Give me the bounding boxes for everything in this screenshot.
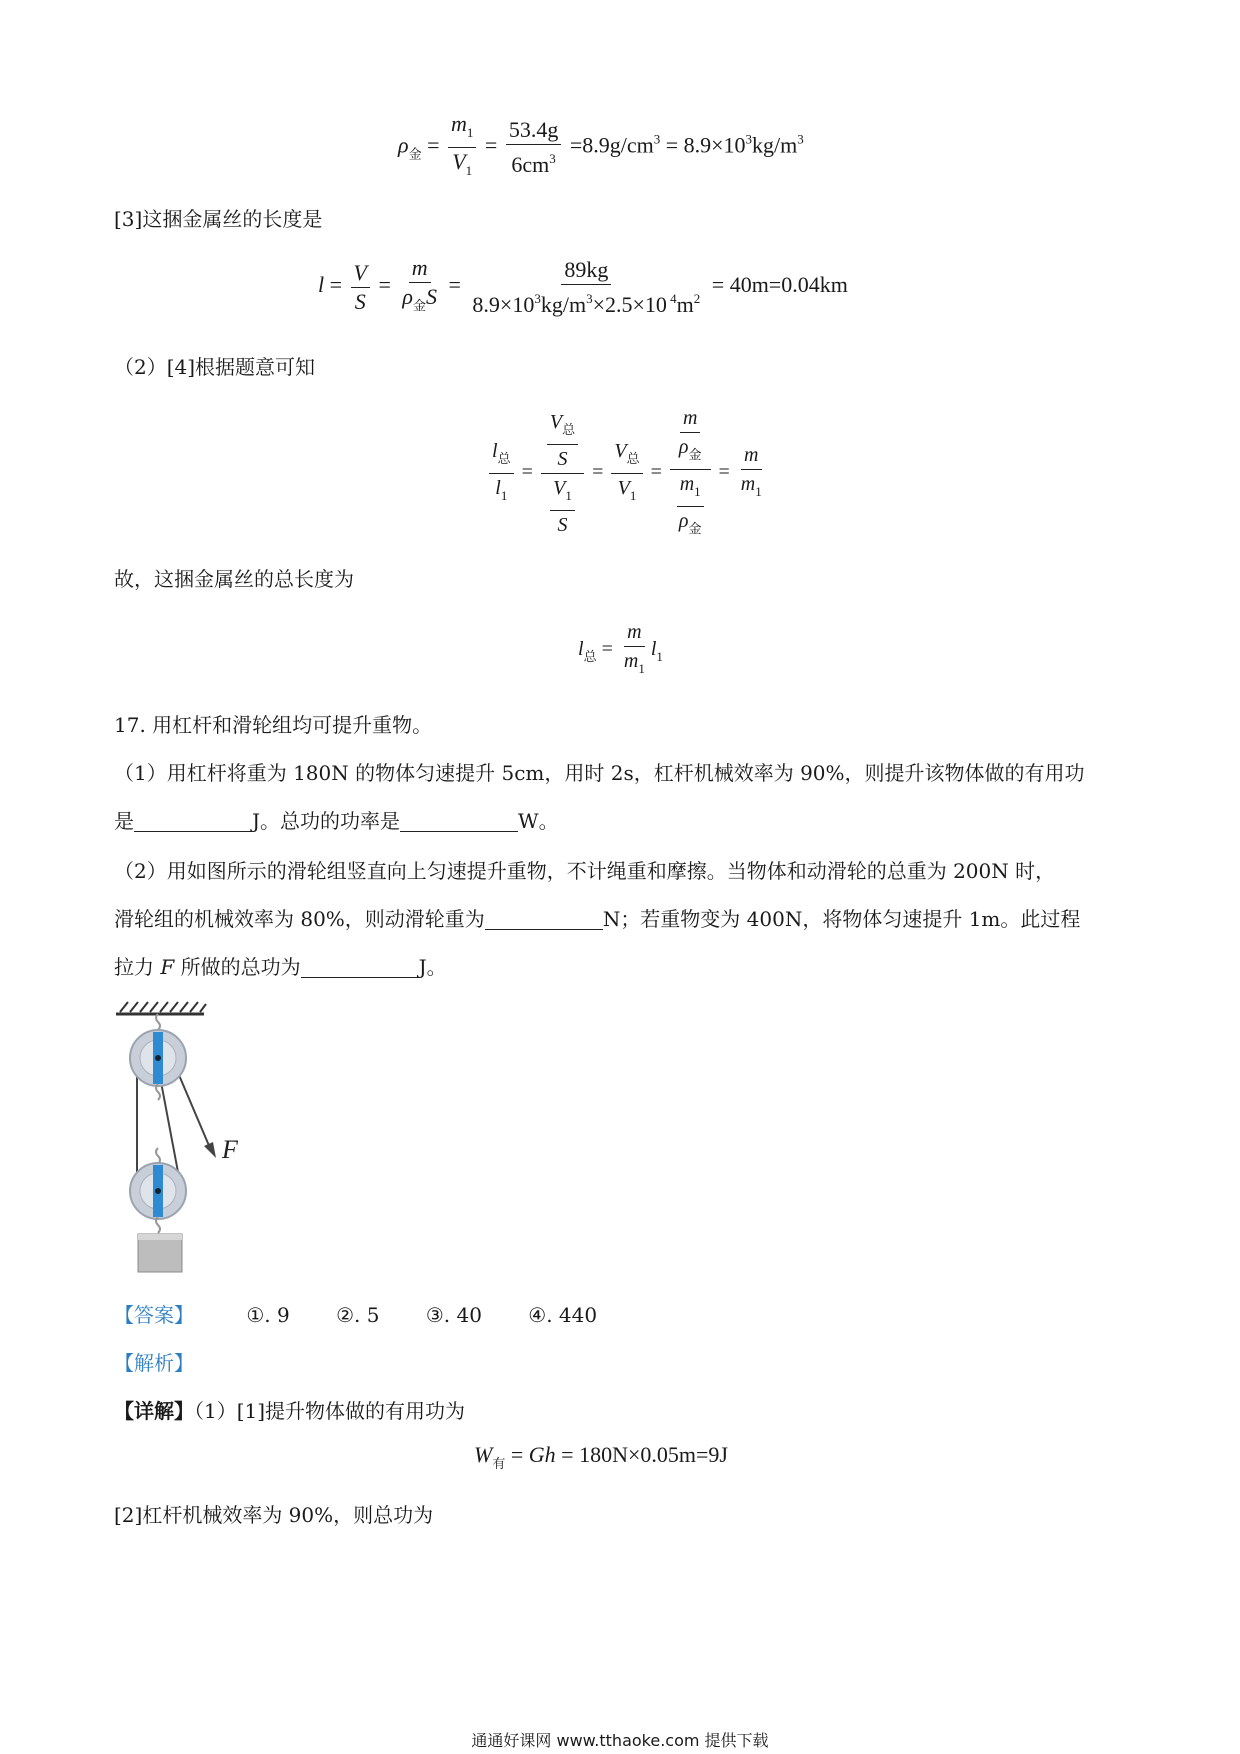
useful-work-equation — [474, 1442, 728, 1472]
fraction-m-over-rho-s — [399, 256, 440, 318]
text-segment: J。总功的功率是 — [252, 809, 401, 833]
subscript-one: 1 — [755, 484, 762, 499]
var-v-subscript: 1 — [465, 163, 473, 178]
var-v: V — [553, 477, 566, 499]
question-17-part2-line3 — [114, 954, 447, 980]
work-result: = 180N×0.05m=9J — [555, 1442, 728, 1467]
fixed-pulley — [130, 1014, 186, 1100]
fraction-m1-over-rho — [676, 472, 705, 541]
var-m: m — [624, 620, 644, 647]
length-result: = 40m=0.04km — [711, 272, 848, 298]
density-equation: $\rho_金$ = $\frac{m_1}{V_1}$ = $\frac{53.4g}{6cm^3}$ $=8.9g/cm^3 = 8.9\times 10^3kg/m^3$ — [398, 112, 804, 183]
rho-subscript: 金 — [412, 298, 426, 313]
den-part-a: 8.9×10 — [472, 291, 535, 317]
fraction-m-over-m1 — [738, 443, 765, 504]
rho-symbol: ρ — [402, 284, 413, 309]
result-exp-2: 3 — [745, 131, 753, 147]
var-l: l — [578, 638, 584, 661]
text-segment: W。 — [518, 809, 559, 833]
var-w: W — [474, 1442, 493, 1467]
question-17-part1-line1: （1）用杠杆将重为 180N 的物体匀速提升 5cm，用时 2s，杠杆机械效率为 90%，则提升该物体做的有用功 — [114, 761, 1085, 785]
fraction-denominator: 6cm — [511, 152, 550, 177]
var-m: m — [451, 111, 467, 136]
fraction-m-over-v — [448, 112, 476, 183]
w-subscript: 有 — [492, 1456, 506, 1471]
answer-blank-2 — [400, 811, 518, 832]
denominator-exponent: 3 — [549, 151, 556, 166]
var-m: m — [680, 406, 700, 433]
fraction-vtotal-over-v1 — [611, 439, 642, 508]
detail-tag: 【详解】 — [114, 1399, 194, 1423]
var-s: S — [557, 514, 568, 536]
fraction-numerator: 53.4g — [506, 118, 562, 145]
var-v: V — [617, 477, 630, 499]
var-l: l — [318, 272, 325, 298]
fraction-v-over-s — [351, 261, 370, 314]
var-m: m — [741, 443, 761, 470]
line-part2-intro: （2）[4]根据题意可知 — [114, 355, 316, 379]
movable-pulley — [130, 1148, 186, 1233]
fraction-numeric — [469, 258, 703, 317]
var-s: S — [426, 284, 437, 309]
var-f: F — [160, 955, 175, 979]
var-gh: Gh — [528, 1442, 556, 1467]
var-l: l — [492, 440, 498, 462]
answer-1: ①. 9 — [246, 1303, 290, 1327]
detail-text: （1）[1]提升物体做的有用功为 — [194, 1399, 466, 1423]
subscript-one: 1 — [694, 484, 701, 499]
line-total-work-intro: [2]杠杆机械效率为 90%，则总功为 — [114, 1503, 434, 1527]
force-arrow-head — [204, 1142, 216, 1158]
answer-blank-1 — [134, 811, 252, 832]
line-total-length: 故，这捆金属丝的总长度为 — [114, 567, 354, 591]
pulley-system-figure — [112, 998, 262, 1280]
fraction-m-over-m1 — [621, 620, 648, 681]
compound-fraction-v — [541, 410, 584, 537]
rho-subscript: 金 — [688, 521, 702, 536]
rho-symbol: ρ — [398, 132, 409, 158]
var-v: V — [452, 149, 466, 174]
numerator-mass: 89kg — [561, 258, 611, 285]
subscript-one: 1 — [565, 488, 572, 503]
var-m: m — [679, 473, 695, 495]
rho-symbol: ρ — [678, 510, 689, 532]
var-s: S — [354, 288, 366, 314]
rho-subscript: 金 — [688, 447, 702, 462]
fraction-v1-over-s — [550, 476, 575, 537]
subscript-one: 1 — [638, 661, 645, 676]
detail-line — [114, 1398, 465, 1424]
den-part-d: m — [676, 291, 694, 317]
page-footer: 通通好课网 www.tthaoke.com 提供下载 — [471, 1731, 769, 1750]
answer-blank-4 — [301, 957, 419, 978]
den-part-c: ×2.5×10 — [592, 291, 667, 317]
ceiling-hatch — [120, 1002, 206, 1012]
result-exp-1: 3 — [653, 131, 661, 147]
subscript-one: 1 — [656, 649, 663, 665]
result-exp-3: 3 — [797, 131, 804, 147]
fraction-m-over-rho — [676, 406, 705, 467]
text-segment: 滑轮组的机械效率为 80%，则动滑轮重为 — [114, 907, 485, 931]
den-exp-1: 3 — [534, 290, 541, 306]
text-segment: J。 — [418, 955, 447, 979]
subscript-total: 总 — [583, 649, 597, 665]
var-v: V — [549, 411, 563, 433]
ratio-equation: $\frac{l_总}{l_1}$ = $\frac{\frac{V_总}{S}}{\frac{V_1}{S}}$ = $\frac{V_总}{V_1}$ = $\frac{\frac{m}{\rho_金}}{\frac{m_1}{\rho_金}}$ = $\frac{m}{m_1}$ — [486, 406, 768, 541]
result-part-b: = 8.9×10 — [660, 132, 746, 158]
text-segment: 所做的总功为 — [174, 955, 301, 979]
answer-tag: 【答案】 — [114, 1303, 194, 1327]
var-m-subscript: 1 — [466, 125, 474, 140]
text-segment: 是 — [114, 809, 134, 833]
fraction-values — [506, 118, 562, 177]
den-part-b: kg/m — [540, 291, 587, 317]
line-length-intro: [3]这捆金属丝的长度是 — [114, 207, 323, 231]
answer-2: ②. 5 — [336, 1303, 380, 1327]
den-exp-3: 4 — [666, 290, 677, 306]
var-m: m — [409, 256, 431, 283]
answer-4: ④. 440 — [528, 1303, 598, 1327]
subscript-one: 1 — [500, 488, 508, 503]
den-exp-4: 2 — [693, 290, 701, 306]
question-17-part1-line2 — [114, 808, 559, 834]
var-v: V — [614, 440, 627, 462]
rho-symbol: ρ — [678, 436, 689, 458]
den-exp-2: 3 — [586, 290, 593, 306]
text-segment: N；若重物变为 400N，将物体匀速提升 1m。此过程 — [602, 907, 1081, 931]
analysis-tag: 【解析】 — [114, 1351, 194, 1375]
answer-row — [114, 1302, 597, 1328]
result-part-c: kg/m — [752, 132, 798, 158]
question-17-part2-line1: （2）用如图所示的滑轮组竖直向上匀速提升重物，不计绳重和摩擦。当物体和动滑轮的总重为 200N 时， — [114, 859, 1056, 883]
var-l: l — [495, 477, 501, 499]
var-l: l — [650, 638, 657, 661]
total-length-equation: $l_总$ = $\frac{m}{m_1}$ $l_1$ — [578, 620, 663, 681]
var-m: m — [740, 473, 756, 495]
fraction-vtotal-over-s — [547, 410, 578, 471]
subscript-total: 总 — [497, 451, 511, 466]
weight-block — [138, 1234, 182, 1272]
subscript-one: 1 — [629, 488, 637, 503]
question-17-title: 17. 用杠杆和滑轮组均可提升重物。 — [114, 713, 433, 737]
force-label-f: F — [222, 1135, 238, 1164]
question-17-part2-line2 — [114, 906, 1080, 932]
text-segment: 拉力 — [114, 955, 161, 979]
length-equation: l = $\frac{V}{S}$ = $\frac{m}{\rho_金S}$ = $\frac{89kg}{8.9\times 10^3kg/m^3\times 2.5\times 10 ^4m^2}$ = 40m=0.04km — [318, 255, 848, 317]
rho-subscript: 金 — [408, 146, 422, 162]
var-v: V — [351, 261, 370, 288]
answer-blank-3 — [485, 909, 603, 930]
answer-3: ③. 40 — [425, 1303, 482, 1327]
equals-sign: = — [505, 1442, 529, 1467]
fraction-l-total-over-l1 — [489, 439, 514, 508]
var-s: S — [557, 448, 568, 470]
result-part-a: =8.9g/cm — [569, 132, 654, 158]
var-m: m — [623, 650, 639, 672]
subscript-total: 总 — [562, 422, 576, 437]
subscript-total: 总 — [626, 451, 640, 466]
compound-fraction-m — [670, 406, 711, 541]
